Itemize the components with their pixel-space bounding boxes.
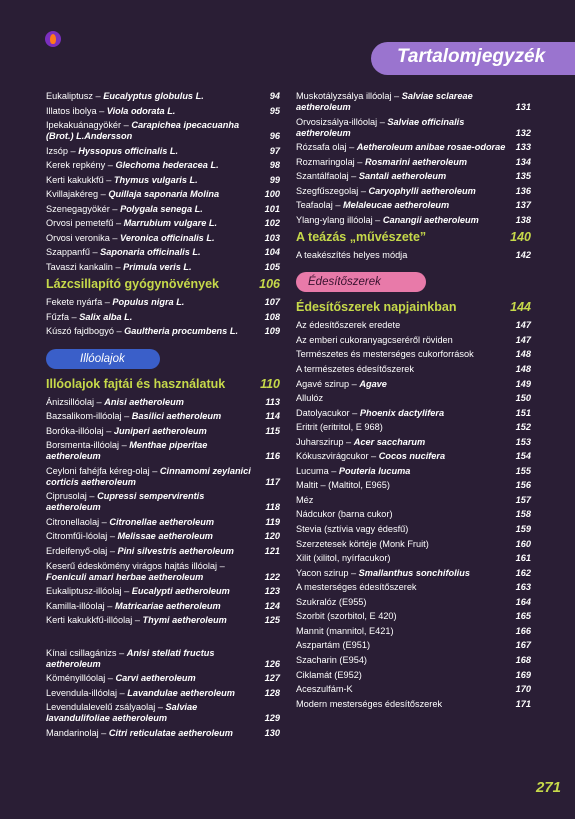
toc-entry-title: Maltit – (Maltitol, E965) <box>296 480 390 491</box>
toc-entry-title: Ánizsillóolaj – Anisi aetheroleum <box>46 396 184 407</box>
latin-name: Anisi stellati fructus aetheroleum <box>46 647 215 669</box>
toc-entry-title: Rózsafa olaj – Aetheroleum anibae rosae-odorae <box>296 142 506 153</box>
toc-entry-title: Orvosi veronika – Veronica officinalis L. <box>46 232 215 243</box>
toc-entry-page: 114 <box>265 411 280 422</box>
toc-entry-page: 166 <box>515 625 531 636</box>
toc-entry-page: 123 <box>264 586 280 597</box>
latin-name: Veronica officinalis L. <box>120 232 215 243</box>
toc-entry-page: 158 <box>515 509 531 520</box>
toc-entry[interactable] <box>46 601 280 612</box>
toc-entry-page: 171 <box>515 698 531 709</box>
toc-group <box>46 648 280 739</box>
toc-entry-title: Kínai csillagánizs – Anisi stellati fructus aetheroleum <box>46 647 215 669</box>
toc-entry-title: Szerzetesek körtéje (Monk Fruit) <box>296 538 429 549</box>
toc-entry-title: Szukralóz (E955) <box>296 596 367 607</box>
toc-entry[interactable] <box>296 437 531 448</box>
toc-entry-title: Teafaolaj – Melaleucae aetheroleum <box>296 200 450 211</box>
latin-name: Caryophylli aetheroleum <box>368 185 476 196</box>
toc-entry-page: 131 <box>515 102 531 112</box>
toc-entry[interactable] <box>46 189 280 200</box>
toc-entry-page: 121 <box>264 546 280 557</box>
toc-entry[interactable] <box>46 106 280 117</box>
toc-entry[interactable] <box>296 699 531 710</box>
toc-entry[interactable] <box>46 466 280 488</box>
latin-name: Cupressi sempervirentis aetheroleum <box>46 491 205 513</box>
toc-entry[interactable] <box>296 364 531 375</box>
toc-entry-title: Illatos ibolya – Viola odorata L. <box>46 105 176 116</box>
toc-entry-title: Boróka-illóolaj – Juniperi aetheroleum <box>46 425 207 436</box>
latin-name: Lavandulae aetheroleum <box>127 687 235 698</box>
toc-entry-page: 128 <box>264 687 280 698</box>
toc-entry[interactable] <box>296 200 531 211</box>
toc-entry[interactable] <box>296 408 531 419</box>
toc-entry-title: Yacon szirup – Smallanthus sonchifolius <box>296 567 470 578</box>
toc-entry-page: 160 <box>515 538 531 549</box>
toc-entry-page: 156 <box>515 480 531 491</box>
latin-name: Cinnamomi zeylanici corticis aetheroleum <box>46 465 251 487</box>
latin-name: Canangii aetheroleum <box>382 214 479 225</box>
toc-entry-page: 138 <box>515 214 531 225</box>
toc-entry-title: Eritrit (eritritol, E 968) <box>296 422 383 433</box>
toc-entry-title: Természetes és mesterséges cukorforrások <box>296 349 474 360</box>
latin-name: Matricariae aetheroleum <box>114 600 221 611</box>
toc-entry-title: Erdeifenyő-olaj – Pini silvestris aetheroleum <box>46 546 234 557</box>
latin-name: Citri reticulatae aetheroleum <box>108 727 233 738</box>
toc-entry[interactable] <box>46 411 280 422</box>
toc-entry-title: Nádcukor (barna cukor) <box>296 509 393 520</box>
toc-entry[interactable] <box>46 426 280 437</box>
toc-entry-page: 95 <box>269 105 280 116</box>
chapter-pill: Édesítőszerek <box>296 272 426 292</box>
latin-name: Glechoma hederacea L. <box>115 160 219 171</box>
latin-name: Menthae piperitae aetheroleum <box>46 440 208 462</box>
toc-entry-page: 101 <box>264 203 280 214</box>
section-heading[interactable]: Lázcsillapító gyógynövények 106 <box>46 277 280 292</box>
toc-entry[interactable] <box>296 422 531 433</box>
toc-entry-title: Kerti kakukkfű – Thymus vulgaris L. <box>46 174 198 185</box>
toc-entry[interactable] <box>296 524 531 535</box>
toc-entry-page: 100 <box>264 189 280 200</box>
toc-entry-page: 105 <box>264 262 280 273</box>
toc-entry[interactable] <box>46 297 280 308</box>
toc-entry[interactable] <box>296 495 531 506</box>
toc-entry[interactable] <box>296 655 531 666</box>
toc-entry[interactable] <box>296 509 531 520</box>
toc-column-right <box>296 91 531 713</box>
toc-entry-page: 136 <box>515 185 531 196</box>
section-heading[interactable]: Édesítőszerek napjainkban 144 <box>296 300 531 315</box>
toc-entry-title: Szantálfaolaj – Santali aetheroleum <box>296 171 447 182</box>
toc-entry-page: 149 <box>515 378 531 389</box>
latin-name: Citronellae aetheroleum <box>109 516 214 527</box>
toc-entry-page: 169 <box>515 669 531 680</box>
toc-group <box>296 320 531 709</box>
toc-entry[interactable] <box>46 160 280 171</box>
toc-entry-title: Szenegagyökér – Polygala senega L. <box>46 203 203 214</box>
toc-entry[interactable] <box>46 91 280 102</box>
toc-entry[interactable] <box>296 611 531 622</box>
toc-entry[interactable] <box>46 218 280 229</box>
toc-entry-title: Kamilla-illóolaj – Matricariae aetheroleum <box>46 600 221 611</box>
toc-entry[interactable] <box>296 539 531 550</box>
toc-entry-page: 125 <box>264 615 280 626</box>
toc-entry-page: 163 <box>515 582 531 593</box>
latin-name: Aetheroleum anibae rosae-odorae <box>356 142 506 153</box>
toc-entry[interactable] <box>296 320 531 331</box>
latin-name: Salviae officinalis aetheroleum <box>296 116 465 138</box>
toc-entry[interactable] <box>296 640 531 651</box>
toc-entry-page: 119 <box>265 516 280 527</box>
latin-name: Foeniculi amari herbae aetheroleum <box>46 571 204 582</box>
toc-entry-page: 162 <box>515 567 531 578</box>
toc-entry[interactable] <box>296 117 531 139</box>
latin-name: Gaultheria procumbens L. <box>124 326 238 337</box>
toc-group <box>46 297 280 337</box>
page-title: Tartalomjegyzék <box>397 46 546 67</box>
toc-entry-page: 148 <box>515 364 531 375</box>
latin-name: Rosmarini aetheroleum <box>364 156 468 167</box>
latin-name: Agave <box>359 378 387 389</box>
page-number: 271 <box>536 779 562 796</box>
toc-entry-page: 130 <box>264 727 280 738</box>
toc-entry-title: Aceszulfám-K <box>296 684 353 695</box>
toc-entry-title: Az emberi cukoranyagcseréről röviden <box>296 334 453 345</box>
toc-entry-page: 151 <box>515 407 531 418</box>
latin-name: Salviae lavandulifoliae aetheroleum <box>46 702 198 724</box>
toc-entry-page: 135 <box>515 171 531 182</box>
toc-entry-title: Szorbit (szorbitol, E 420) <box>296 611 397 622</box>
latin-name: Thymus vulgaris L. <box>113 174 198 185</box>
latin-name: Salviae sclareae aetheroleum <box>296 91 473 112</box>
toc-entry[interactable] <box>296 626 531 637</box>
toc-entry-title: Izsóp – Hyssopus officinalis L. <box>46 145 179 156</box>
toc-entry-title: Mannit (mannitol, E421) <box>296 625 394 636</box>
toc-entry[interactable] <box>296 670 531 681</box>
latin-name: Eucalypti aetheroleum <box>131 586 230 597</box>
toc-entry[interactable] <box>296 568 531 579</box>
toc-entry[interactable] <box>296 393 531 404</box>
toc-entry[interactable] <box>46 204 280 215</box>
toc-column-left <box>46 91 280 743</box>
toc-entry[interactable] <box>296 451 531 462</box>
toc-entry-page: 148 <box>515 349 531 360</box>
toc-entry-page: 129 <box>264 713 280 724</box>
toc-entry[interactable] <box>46 728 280 739</box>
toc-entry-page: 165 <box>515 611 531 622</box>
toc-entry-title: Modern mesterséges édesítőszerek <box>296 698 443 709</box>
toc-entry-page: 99 <box>269 174 280 185</box>
latin-name: Cocos nucifera <box>378 451 446 462</box>
toc-entry-page: 117 <box>265 476 280 487</box>
toc-entry-page: 127 <box>264 673 280 684</box>
latin-name: Populus nigra L. <box>112 297 185 308</box>
toc-entry[interactable] <box>46 146 280 157</box>
toc-entry[interactable] <box>296 684 531 695</box>
toc-title-banner <box>371 42 575 75</box>
toc-entry-title: Ciprusolaj – Cupressi sempervirentis aetheroleum <box>46 491 205 513</box>
toc-entry-title: Szegfűszegolaj – Caryophylli aetheroleum <box>296 185 476 196</box>
toc-entry-page: 170 <box>515 684 531 695</box>
toc-entry-title: Kvillajakéreg – Quillaja saponaria Molina <box>46 189 220 200</box>
toc-entry-title: Szacharin (E954) <box>296 654 367 665</box>
toc-entry[interactable] <box>46 440 280 462</box>
toc-entry[interactable] <box>46 491 280 513</box>
toc-entry-page: 120 <box>264 531 280 542</box>
toc-entry-page: 161 <box>515 553 531 564</box>
toc-entry-title: A természetes édesítőszerek <box>296 364 414 375</box>
toc-entry[interactable] <box>296 91 531 113</box>
toc-entry[interactable] <box>46 326 280 337</box>
toc-entry-title: Borsmenta-illóolaj – Menthae piperitae aetheroleum <box>46 440 208 462</box>
latin-name: Carapichea ipecacuanha (Brot.) L.Andersson <box>46 120 240 142</box>
toc-entry-page: 126 <box>264 658 280 669</box>
toc-entry-page: 159 <box>515 524 531 535</box>
toc-entry-page: 167 <box>515 640 531 651</box>
toc-entry-title: Kúszó fajdbogyó – Gaultheria procumbens L. <box>46 326 238 337</box>
toc-entry-title: Xilit (xilitol, nyírfacukor) <box>296 553 391 564</box>
toc-entry-page: 103 <box>264 232 280 243</box>
toc-entry-title: Bazsalikom-illóolaj – Basilici aetheroleum <box>46 411 222 422</box>
toc-entry[interactable] <box>296 142 531 153</box>
toc-entry-page: 107 <box>264 297 280 308</box>
latin-name: Phoenix dactylifera <box>359 407 445 418</box>
toc-entry[interactable] <box>46 120 280 142</box>
toc-entry[interactable] <box>46 531 280 542</box>
toc-entry-page: 132 <box>515 127 531 138</box>
latin-name: Thymi aetheroleum <box>142 615 227 626</box>
toc-entry-page: 147 <box>515 334 531 345</box>
toc-entry[interactable] <box>46 615 280 626</box>
toc-entry[interactable] <box>46 688 280 699</box>
toc-entry-title: Fekete nyárfa – Populus nigra L. <box>46 297 185 308</box>
section-heading[interactable]: Illóolajok fajtái és használatuk 110 <box>46 376 280 391</box>
toc-entry[interactable] <box>46 312 280 323</box>
toc-entry[interactable] <box>296 597 531 608</box>
toc-entry[interactable] <box>296 553 531 564</box>
toc-entry[interactable] <box>46 247 280 258</box>
toc-entry-page: 94 <box>269 91 280 101</box>
toc-entry-page: 98 <box>269 160 280 171</box>
toc-entry-page: 124 <box>264 600 280 611</box>
latin-name: Pouteria lucuma <box>338 465 411 476</box>
toc-entry-title: Tavaszi kankalin – Primula veris L. <box>46 262 192 273</box>
toc-entry[interactable] <box>46 673 280 684</box>
latin-name: Primula veris L. <box>123 262 192 273</box>
toc-entry-title: A teakészítés helyes módja <box>296 249 408 260</box>
toc-entry-title: Ciklamát (E952) <box>296 669 362 680</box>
toc-entry-title: Agavé szirup – Agave <box>296 378 387 389</box>
toc-entry-title: Datolyacukor – Phoenix dactylifera <box>296 407 445 418</box>
toc-entry[interactable] <box>46 561 280 583</box>
toc-entry-title: Eukaliptusz – Eucalyptus globulus L. <box>46 91 204 101</box>
toc-entry-title: Lucuma – Pouteria lucuma <box>296 465 411 476</box>
toc-entry-page: 157 <box>515 494 531 505</box>
toc-entry[interactable] <box>296 215 531 226</box>
toc-entry-title: Méz <box>296 494 314 505</box>
toc-entry-page: 122 <box>264 571 280 582</box>
toc-entry[interactable] <box>296 335 531 346</box>
toc-entry[interactable] <box>46 233 280 244</box>
toc-entry[interactable] <box>296 157 531 168</box>
latin-name: Basilici aetheroleum <box>131 411 222 422</box>
toc-entry-page: 153 <box>515 436 531 447</box>
latin-name: Polygala senega L. <box>120 203 203 214</box>
toc-group <box>46 397 280 627</box>
toc-entry-title: Orvosizsálya-illóolaj – Salviae officinalis aetheroleum <box>296 116 465 138</box>
toc-entry[interactable] <box>46 586 280 597</box>
toc-entry-title: A mesterséges édesítőszerek <box>296 582 417 593</box>
toc-entry-page: 147 <box>515 320 531 331</box>
latin-name: Salix alba L. <box>79 311 133 322</box>
latin-name: Anisi aetheroleum <box>104 396 184 407</box>
toc-entry-page: 102 <box>264 218 280 229</box>
toc-entry-title: Kókuszvirágcukor – Cocos nucifera <box>296 451 446 462</box>
toc-entry-page: 137 <box>515 200 531 211</box>
toc-entry[interactable] <box>296 171 531 182</box>
toc-entry-title: Citronellaolaj – Citronellae aetheroleum <box>46 516 214 527</box>
latin-name: Eucalyptus globulus L. <box>103 91 204 101</box>
toc-entry-page: 96 <box>269 131 280 142</box>
toc-entry-page: 108 <box>264 311 280 322</box>
toc-entry-page: 109 <box>264 326 280 337</box>
toc-entry-title: Köményillóolaj – Carvi aetheroleum <box>46 673 196 684</box>
toc-entry-page: 133 <box>515 142 531 153</box>
latin-name: Santali aetheroleum <box>358 171 447 182</box>
latin-name: Carvi aetheroleum <box>115 673 196 684</box>
latin-name: Acer saccharum <box>353 436 426 447</box>
toc-entry[interactable] <box>296 349 531 360</box>
toc-entry-title: Kerek repkény – Glechoma hederacea L. <box>46 160 219 171</box>
toc-entry[interactable] <box>296 250 531 261</box>
toc-entry-page: 155 <box>515 465 531 476</box>
toc-entry[interactable] <box>296 186 531 197</box>
toc-entry-page: 168 <box>515 654 531 665</box>
toc-entry-title: Citromfűi-lóolaj – Melissae aetheroleum <box>46 531 213 542</box>
toc-entry-title: Eukaliptusz-illóolaj – Eucalypti aetheroleum <box>46 586 230 597</box>
toc-entry-page: 118 <box>265 502 280 513</box>
toc-entry-title: Ipekakuánagyökér – Carapichea ipecacuanha (Brot.) L.Andersson <box>46 120 240 142</box>
toc-entry-title: Az édesítőszerek eredete <box>296 320 401 331</box>
toc-entry[interactable] <box>296 466 531 477</box>
toc-entry-page: 152 <box>515 422 531 433</box>
toc-entry-page: 134 <box>515 156 531 167</box>
toc-entry-title: Levendula-illóolaj – Lavandulae aetheroleum <box>46 687 235 698</box>
toc-entry[interactable] <box>46 175 280 186</box>
toc-entry[interactable] <box>46 517 280 528</box>
toc-entry-title: Ceyloni fahéjfa kéreg-olaj – Cinnamomi zeylanici corticis aetheroleum <box>46 465 251 487</box>
toc-entry-title: Allulóz <box>296 393 324 404</box>
toc-entry-title: Fűzfa – Salix alba L. <box>46 311 133 322</box>
latin-name: Viola odorata L. <box>106 105 176 116</box>
toc-entry[interactable] <box>46 262 280 273</box>
latin-name: Hyssopus officinalis L. <box>78 145 179 156</box>
toc-entry-page: 116 <box>265 451 280 462</box>
toc-entry-title: Aszpartám (E951) <box>296 640 371 651</box>
latin-name: Pini silvestris aetheroleum <box>117 546 234 557</box>
toc-entry-page: 164 <box>515 596 531 607</box>
toc-entry-title: Orvosi pemetefű – Marrubium vulgare L. <box>46 218 218 229</box>
toc-entry-page: 150 <box>515 393 531 404</box>
toc-entry[interactable] <box>296 480 531 491</box>
toc-entry-page: 154 <box>515 451 531 462</box>
toc-group <box>296 250 531 261</box>
toc-entry-page: 97 <box>269 145 280 156</box>
toc-entry-title: Mandarinolaj – Citri reticulatae aetheroleum <box>46 727 233 738</box>
section-heading[interactable]: A teázás „művészete” 140 <box>296 229 531 244</box>
toc-group <box>46 91 280 273</box>
toc-entry-title: Szappanfű – Saponaria officinalis L. <box>46 247 201 258</box>
toc-entry[interactable] <box>296 582 531 593</box>
latin-name: Smallanthus sonchifolius <box>358 567 470 578</box>
toc-entry[interactable] <box>46 397 280 408</box>
latin-name: Saponaria officinalis L. <box>100 247 201 258</box>
toc-entry-title: Muskotályzsálya illóolaj – Salviae sclareae aetheroleum <box>296 91 473 112</box>
toc-entry[interactable] <box>46 702 280 724</box>
toc-entry[interactable] <box>296 379 531 390</box>
toc-entry-page: 142 <box>515 249 531 260</box>
toc-entry-page: 113 <box>265 396 280 407</box>
latin-name: Marrubium vulgare L. <box>123 218 218 229</box>
latin-name: Quillaja saponaria Molina <box>108 189 220 200</box>
toc-entry-title: Levendulalevelű zsályaolaj – Salviae lavandulifoliae aetheroleum <box>46 702 198 724</box>
latin-name: Juniperi aetheroleum <box>113 425 207 436</box>
toc-entry-title: Rozmaringolaj – Rosmarini aetheroleum <box>296 156 468 167</box>
toc-entry[interactable] <box>46 648 280 670</box>
toc-entry-title: Stevia (sztívia vagy édesfű) <box>296 524 409 535</box>
toc-group <box>296 91 531 226</box>
toc-entry-title: Keserű édeskömény virágos hajtás illóolaj – Foeniculi amari herbae aetheroleum <box>46 560 225 582</box>
latin-name: Melaleucae aetheroleum <box>343 200 450 211</box>
latin-name: Melissae aetheroleum <box>117 531 213 542</box>
chapter-pill: Illóolajok <box>46 349 160 369</box>
toc-entry-title: Juharszirup – Acer saccharum <box>296 436 426 447</box>
toc-entry[interactable] <box>46 546 280 557</box>
toc-entry-title: Kerti kakukkfű-illóolaj – Thymi aetheroleum <box>46 615 227 626</box>
toc-entry-page: 104 <box>264 247 280 258</box>
toc-entry-page: 115 <box>265 425 280 436</box>
toc-entry-title: Ylang-ylang illóolaj – Canangii aetheroleum <box>296 214 479 225</box>
flame-logo-icon <box>45 31 61 47</box>
